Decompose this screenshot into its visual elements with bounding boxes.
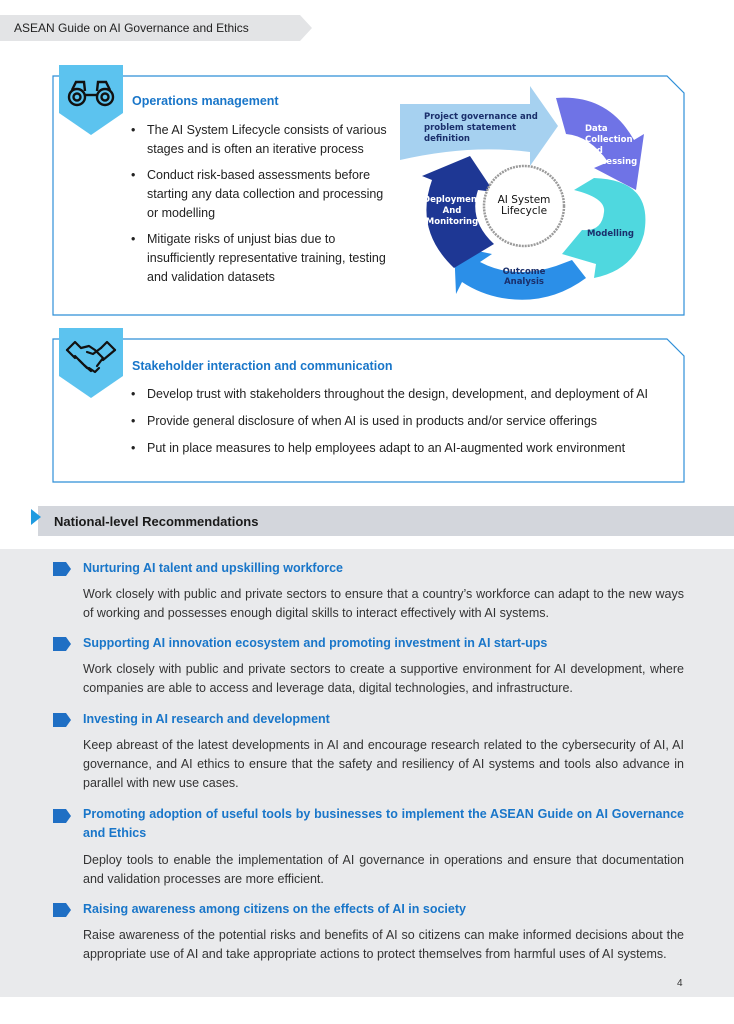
list-item: • Develop trust with stakeholders throughout the design, development, and deployment of AI — [131, 385, 661, 404]
flag-icon — [53, 637, 71, 651]
document-header — [0, 15, 312, 41]
stage-deployment-label: Deployment And Monitoring — [423, 195, 481, 227]
recommendation-title: Investing in AI research and development — [83, 712, 330, 726]
stage-modelling-arrow — [562, 178, 645, 278]
flag-icon — [53, 562, 71, 576]
stakeholder-bullet-list — [131, 385, 661, 458]
recommendation-body: Raise awareness of the potential risks and benefits of AI so citizens can make informed decisions about the appropriate use of AI and take appropriate actions to protect themselves from harmful uses of AI systems. — [83, 928, 684, 961]
list-item: • Mitigate risks of unjust bias due to insufficiently representative training, testing and validation datasets — [131, 230, 393, 287]
flag-icon — [53, 809, 71, 823]
lifecycle-center-label: AI System Lifecycle — [497, 194, 551, 217]
stage-project-label: Project governance and problem statement definition — [424, 112, 538, 144]
operations-title: Operations management — [132, 94, 279, 108]
stage-data-label: Data Collection and Processing — [585, 124, 638, 167]
flag-icon — [53, 903, 71, 917]
operations-badge — [59, 65, 123, 142]
recommendation-title: Supporting AI innovation ecosystem and promoting investment in AI start-ups — [83, 636, 548, 650]
lifecycle-diagram — [398, 84, 664, 306]
flag-icon — [53, 713, 71, 727]
stage-modelling-label: Modelling — [586, 229, 634, 239]
stakeholder-badge — [59, 328, 123, 405]
page-number: 4 — [677, 978, 683, 989]
recommendation-body: Keep abreast of the latest developments in AI and encourage research related to the cybersecurity of AI, AI governance, and AI ethics to ensure that the safety and resiliency of AI systems and tools also advance in parallel with new use cases. — [83, 738, 684, 790]
recommendation-title: Nurturing AI talent and upskilling workforce — [83, 561, 343, 575]
national-section-title: National-level Recommendations — [54, 514, 259, 529]
list-item: • Conduct risk-based assessments before starting any data collection and processing or modelling — [131, 166, 393, 223]
recommendation-body: Work closely with public and private sectors to create a supportive environment for AI development, where companies are able to access and leverage data, digital technologies, and infrastructure. — [83, 662, 684, 695]
recommendation-body: Deploy tools to enable the implementation of AI governance in operations and ensure that documentation and validation processes are more efficient. — [83, 853, 684, 886]
list-item: • The AI System Lifecycle consists of various stages and is often an iterative process — [131, 121, 393, 159]
list-item: • Provide general disclosure of when AI is used in products and/or service offerings — [131, 412, 661, 431]
list-item: • Put in place measures to help employees adapt to an AI-augmented work environment — [131, 439, 661, 458]
stakeholder-title: Stakeholder interaction and communication — [132, 359, 393, 373]
recommendation-body: Work closely with public and private sectors to ensure that a country’s workforce can adapt to the new ways of working and possesses enough digital skills to interact effectively with AI systems. — [83, 587, 684, 620]
recommendation-title: Raising awareness among citizens on the effects of AI in society — [83, 902, 466, 916]
stage-outcome-label: Outcome Analysis — [502, 267, 546, 287]
document-title: ASEAN Guide on AI Governance and Ethics — [14, 21, 249, 35]
recommendation-title: Promoting adoption of useful tools by businesses to implement the ASEAN Guide on AI Governance and Ethics — [83, 807, 684, 840]
operations-bullet-list — [131, 121, 393, 287]
section-arrow-icon — [31, 509, 41, 525]
